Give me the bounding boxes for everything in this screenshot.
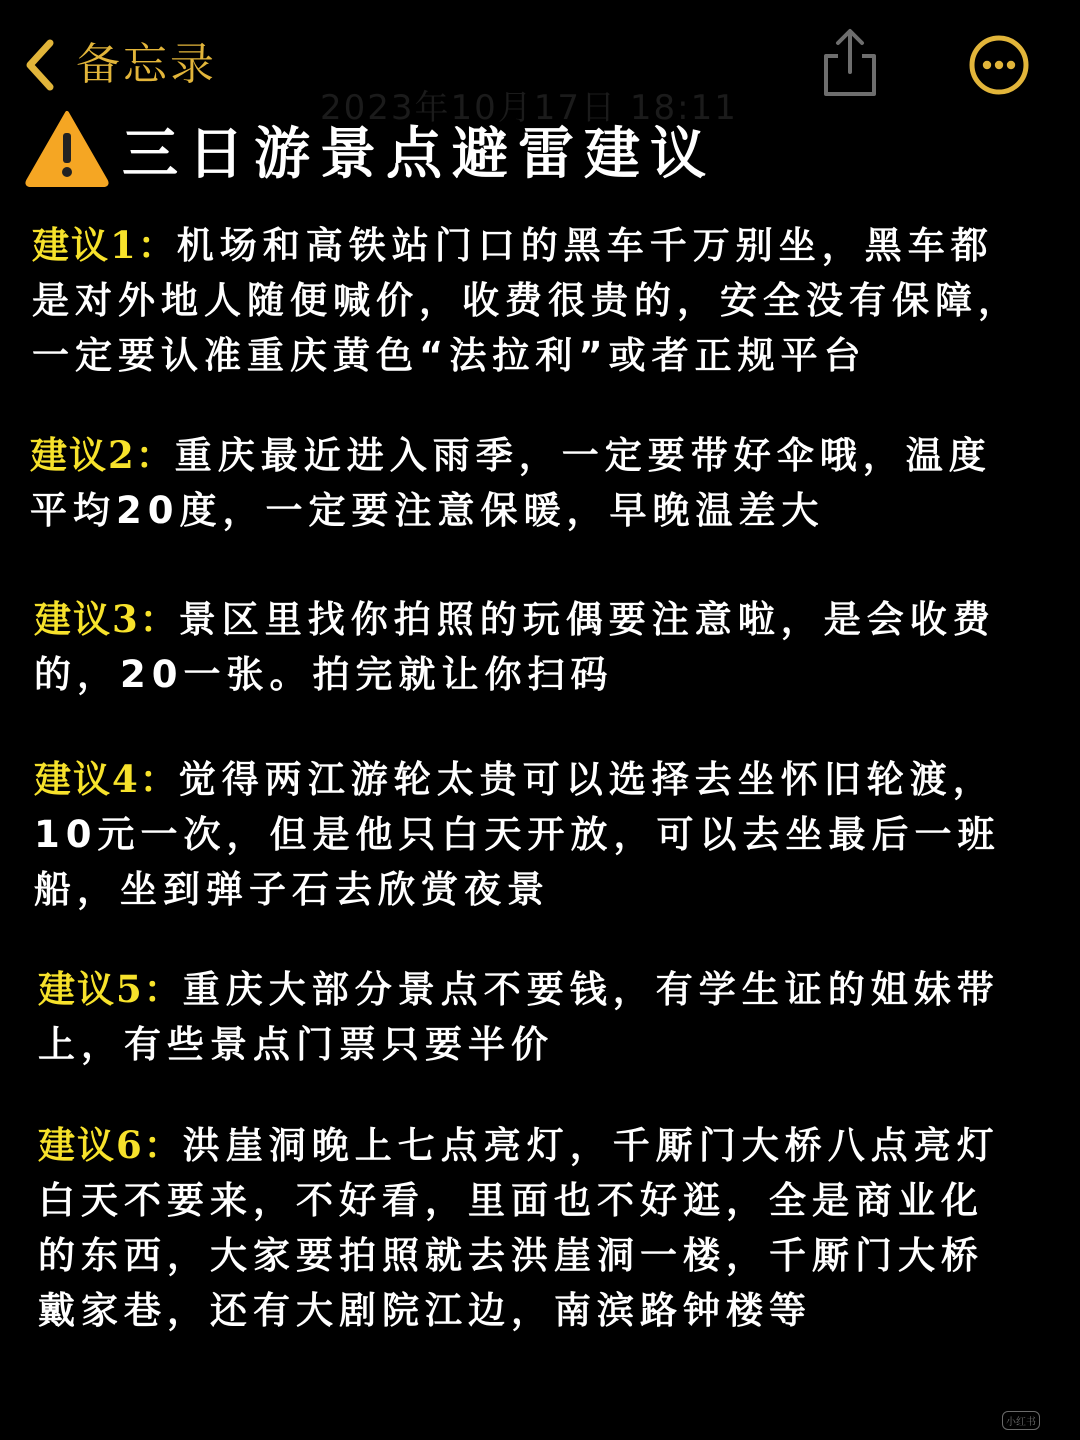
- tip-line: 平均20度，一定要注意保暖，早晚温差大: [30, 489, 825, 532]
- tip-text: 机场和高铁站门口的黑车千万别坐，黑车都: [176, 224, 994, 267]
- tip-text: 景区里找你拍照的玩偶要注意啦，是会收费: [178, 598, 996, 641]
- more-button[interactable]: [968, 34, 1030, 96]
- tip-line: 的，20一张。拍完就让你扫码: [34, 653, 614, 696]
- tip-line: 船，坐到弹子石去欣赏夜景: [34, 868, 550, 911]
- tip-line: 上，有些景点门票只要半价: [38, 1023, 554, 1066]
- tip-line: [34, 592, 1080, 647]
- tip-line: 白天不要来，不好看，里面也不好逛，全是商业化: [38, 1179, 984, 1222]
- tip-text: 觉得两江游轮太贵可以选择去坐怀旧轮渡，: [178, 758, 996, 801]
- tip-label: 建议5：: [38, 967, 183, 1011]
- tip-label: 建议6：: [38, 1123, 183, 1167]
- note-date: 2023年10月17日 18:11: [320, 88, 738, 128]
- tip-label: 建议4：: [34, 757, 179, 801]
- tip-line: [38, 962, 1080, 1017]
- back-label: 备忘录: [76, 39, 217, 90]
- tip-line: [32, 218, 1080, 273]
- tip-line: 是对外地人随便喊价，收费很贵的，安全没有保障，: [32, 279, 1021, 322]
- tip-text: 洪崖洞晚上七点亮灯，千厮门大桥八点亮灯: [182, 1124, 1000, 1167]
- note-title: 三日游景点避雷建议: [122, 122, 716, 187]
- tip-line: [30, 428, 1080, 483]
- tip-line: 戴家巷，还有大剧院江边，南滨路钟楼等: [38, 1289, 812, 1332]
- tip-line: [34, 752, 1080, 807]
- tip-5: [38, 962, 1080, 1072]
- ellipsis-circle-icon: [968, 81, 1030, 100]
- tip-3: [34, 592, 1080, 702]
- tip-label: 建议1：: [32, 223, 177, 267]
- tip-6: [38, 1118, 1080, 1338]
- tip-label: 建议2：: [30, 433, 175, 477]
- share-button[interactable]: [818, 26, 882, 98]
- tip-label: 建议3：: [34, 597, 179, 641]
- tip-2: [30, 428, 1080, 538]
- tip-line: 10元一次，但是他只白天开放，可以去坐最后一班: [34, 813, 1001, 856]
- tip-text: 重庆最近进入雨季，一定要带好伞哦，温度: [174, 434, 992, 477]
- tip-line: [38, 1118, 1080, 1173]
- tip-line: 一定要认准重庆黄色“法拉利”或者正规平台: [32, 334, 867, 377]
- tip-1: [32, 218, 1080, 383]
- tip-text: 重庆大部分景点不要钱，有学生证的姐妹带: [182, 968, 1000, 1011]
- warning-icon: [24, 109, 110, 191]
- chevron-left-icon: [22, 37, 56, 93]
- tip-4: [34, 752, 1080, 917]
- share-icon: [818, 83, 882, 102]
- note-title-row: [24, 108, 716, 192]
- watermark: 小红书: [1002, 1411, 1040, 1430]
- tip-line: 的东西，大家要拍照就去洪崖洞一楼，千厮门大桥: [38, 1234, 984, 1277]
- back-button[interactable]: [22, 30, 217, 100]
